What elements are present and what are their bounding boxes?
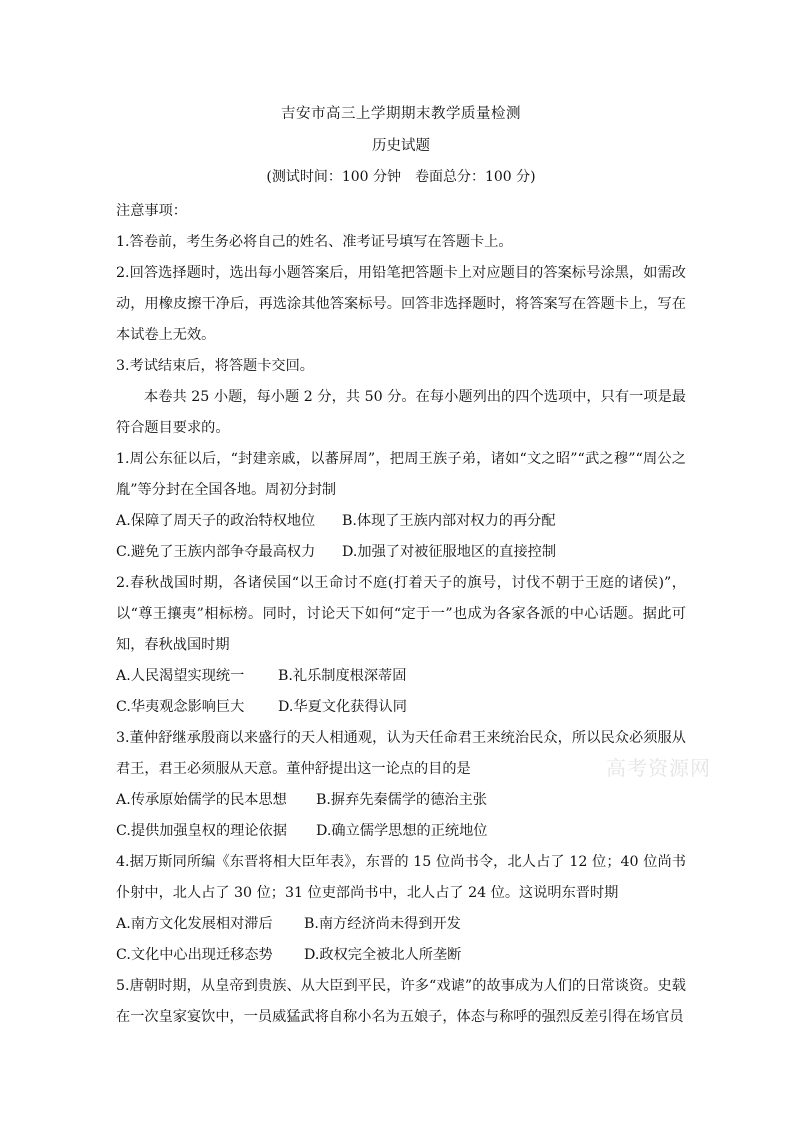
option-b: B.礼乐制度根深蒂固: [278, 668, 407, 684]
question-stem: 5.唐朝时期，从皇帝到贵族、从大臣到平民，许多“戏谑”的故事成为人们的日常谈资。史载在一次皇家宴饮中，一员威猛武将自称小名为五娘子，体态与称呼的强烈反差引得在场官员: [116, 978, 686, 1025]
option-a: A.保障了周天子的政治特权地位: [116, 513, 316, 529]
option-row: [116, 816, 686, 847]
option-c: C.避免了王族内部争夺最高权力: [116, 544, 316, 560]
option-a: A.人民渴望实现统一: [116, 668, 245, 684]
option-a: A.南方文化发展相对滞后: [116, 916, 273, 932]
option-d: D.加强了对被征服地区的直接控制: [342, 544, 557, 560]
exam-subject: 历史试题: [372, 138, 430, 154]
option-c: C.华夷观念影响巨大: [116, 699, 245, 715]
option-d: D.确立儒学思想的正统地位: [316, 823, 488, 839]
option-b: B.摒弃先秦儒学的德治主张: [316, 792, 487, 808]
notice-heading: 注意事项：: [116, 203, 187, 219]
option-b: B.南方经济尚未得到开发: [304, 916, 461, 932]
option-c: C.提供加强皇权的理论依据: [116, 823, 287, 839]
option-row: [116, 506, 686, 537]
exam-title: 吉安市高三上学期期末教学质量检测: [281, 106, 521, 122]
option-row: [116, 785, 686, 816]
exam-page: [116, 102, 686, 1033]
exam-meta: (测试时间：100 分钟 卷面总分：100 分): [266, 169, 536, 185]
option-row: [116, 940, 686, 971]
option-a: A.传承原始儒学的民本思想: [116, 792, 287, 808]
option-row: [116, 661, 686, 692]
option-c: C.文化中心出现迁移态势: [116, 947, 273, 963]
question-stem: 4.据万斯同所编《东晋将相大臣年表》，东晋的 15 位尚书令，北人占了 12 位；40 位尚书仆射中，北人占了 30 位；31 位吏部尚书中，北人占了 24 位。这说明东晋时期: [116, 854, 686, 901]
section-intro: 本卷共 25 小题，每小题 2 分，共 50 分。在每小题列出的四个选项中，只有一项是最符合题目要求的。: [116, 389, 686, 436]
option-d: D.华夏文化获得认同: [278, 699, 407, 715]
question-stem: 3.董仲舒继承殷商以来盛行的天人相通观，认为天任命君王来统治民众，所以民众必须服从君王，君王必须服从天意。董仲舒提出这一论点的目的是: [116, 730, 686, 777]
option-d: D.政权完全被北人所垄断: [304, 947, 462, 963]
option-row: [116, 909, 686, 940]
watermark: 高考资源网: [606, 756, 711, 780]
option-row: [116, 692, 686, 723]
question-stem: 2.春秋战国时期，各诸侯国“以王命讨不庭(打着天子的旗号，讨伐不朝于王庭的诸侯)”，以“尊王攘夷”相标榜。同时，讨论天下如何“定于一”也成为各家各派的中心话题。据此可知，春秋战国时期: [116, 575, 686, 653]
option-b: B.体现了王族内部对权力的再分配: [342, 513, 556, 529]
notice-item: 2.回答选择题时，选出每小题答案后，用铅笔把答题卡上对应题目的答案标号涂黑，如需改动，用橡皮擦干净后，再选涂其他答案标号。回答非选择题时，将答案写在答题卡上，写在本试卷上无效。: [116, 265, 686, 343]
option-row: [116, 537, 686, 568]
notice-item: 1.答卷前，考生务必将自己的姓名、准考证号填写在答题卡上。: [116, 234, 513, 250]
question-stem: 1.周公东征以后，“封建亲戚，以蕃屏周”，把周王族子弟，诸如“文之昭”“武之穆”“周公之胤”等分封在全国各地。周初分封制: [116, 451, 686, 498]
notice-item: 3.考试结束后，将答题卡交回。: [116, 358, 314, 374]
